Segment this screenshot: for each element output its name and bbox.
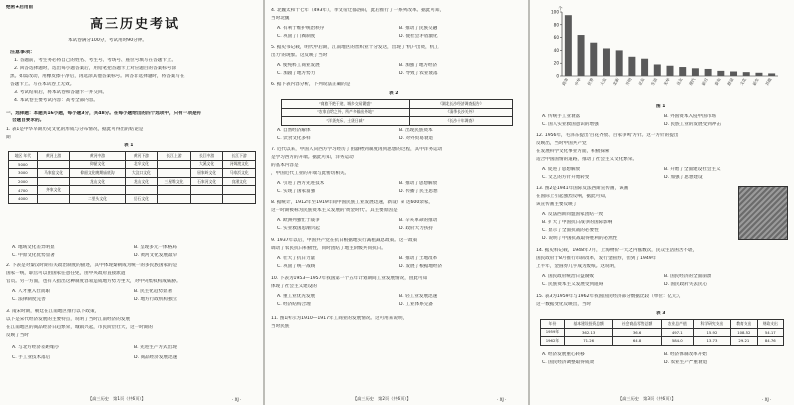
table-cell: 黄河上游 bbox=[37, 152, 70, 161]
q8-option-a[interactable]: A. 欧洲列强忙于战争 bbox=[277, 218, 320, 223]
q2-option-a[interactable]: A. 人才重入仕而职 bbox=[12, 289, 51, 294]
table-cell: 长江下游 bbox=[223, 152, 256, 161]
bar bbox=[565, 15, 572, 76]
table-cell: 大汶口文化 bbox=[125, 169, 158, 178]
table-cell: 108.52 bbox=[731, 328, 757, 337]
table-cell bbox=[37, 194, 70, 203]
notes-heading: 注意事项： bbox=[10, 50, 36, 55]
q14-text: 上半年，金圆券几乎成为废纸。这说明， bbox=[536, 264, 619, 269]
q11-option-b[interactable]: B. 外国资本入侵中国市场 bbox=[664, 114, 717, 119]
table-cell: 4700 bbox=[9, 186, 38, 195]
q4-text: 当时北魏 bbox=[271, 16, 290, 21]
table-cell: “洋货充斥，土货日减” bbox=[282, 117, 410, 126]
table-row bbox=[282, 108, 513, 117]
table-cell: “商旅不绝于途，城乡交易繁盛” bbox=[282, 100, 410, 109]
q15-text: 15. 表3为1959年与1962年我国国民经济部分数据比较（单位：亿元）， bbox=[536, 294, 684, 299]
table-cell: 71.26 bbox=[564, 337, 612, 346]
q12-text: 12. 1956年，毛泽东提出'百花齐放、百家争鸣'方针。这一方针的提出 bbox=[536, 133, 679, 138]
q5-text: 5. 据史书记载，明代中后期，江南地区的丝织业十分发达，出现了'机户出资，机工 bbox=[271, 45, 439, 50]
q6-option-d[interactable]: D. 对外贸易衰退 bbox=[399, 136, 434, 141]
q1-option-a[interactable]: A. 地域文化差异明显 bbox=[12, 245, 55, 250]
q10-text: 10. 下表为1953—1957年我国第一个五年计划期间工业发展情况，由此可知 bbox=[271, 276, 428, 281]
q2-text: 国家一统，职官可以由国家任意任免，由中央政府直接派遣 bbox=[6, 271, 126, 276]
table-row bbox=[541, 320, 784, 329]
q1-option-b[interactable]: B. 呈现多元一体格局 bbox=[134, 245, 177, 250]
table-cell: 地区 年代 bbox=[9, 152, 38, 161]
q7-text: 的基本内容是 bbox=[271, 163, 299, 168]
q2-text: 2. 下表是对秦汉时期有关政治制度的描述，其中体现秦朝成为统一的多民族国家的是 bbox=[6, 263, 178, 268]
bar bbox=[641, 59, 648, 76]
exam-page-3 bbox=[530, 0, 794, 405]
table-cell: 屈家岭文化 bbox=[190, 169, 223, 178]
q11-option-c[interactable]: C. 国人实业救国意识的增强 bbox=[542, 122, 599, 127]
q9-option-a[interactable]: A. 壮大了抗日力量 bbox=[277, 256, 316, 261]
table-cell: 齐家文化 bbox=[37, 186, 70, 195]
table-cell bbox=[37, 160, 70, 169]
x-tick-label: 开明 bbox=[624, 77, 633, 87]
table-cell: 马家浜文化 bbox=[223, 169, 256, 178]
figure1-caption: 图 1 bbox=[656, 104, 666, 109]
table-cell: 黄河中游 bbox=[70, 152, 125, 161]
q13-text: 在国际上引起强烈反响，据此可知， bbox=[536, 194, 610, 199]
q9-option-c[interactable]: C. 巩固了统一战线 bbox=[277, 264, 316, 269]
x-tick-label: 新月 bbox=[700, 77, 709, 87]
table-cell: 石家河文化 bbox=[190, 177, 223, 186]
q1-option-d[interactable]: D. 黄河文化发展最早 bbox=[134, 253, 178, 258]
q8-option-d[interactable]: D. 政府大力扶持 bbox=[399, 226, 434, 231]
table-cell: 54.17 bbox=[757, 328, 783, 337]
q12-option-b[interactable]: B. 开始了全面建设社会主义 bbox=[664, 167, 721, 172]
page-footer: 【高三历史 第2页（共6页）】 bbox=[353, 396, 411, 401]
q1-option-c[interactable]: C. 中原文化优势显著 bbox=[12, 253, 55, 258]
q7-text: 是学习西方的开端。据此可知，洋务运动 bbox=[271, 155, 354, 160]
x-tick-label: 良友 bbox=[675, 77, 684, 87]
table-cell: 长江上游 bbox=[158, 152, 191, 161]
table-row bbox=[9, 160, 256, 169]
table-cell: 长江中游 bbox=[190, 152, 223, 161]
table-cell bbox=[190, 186, 223, 195]
bar bbox=[768, 73, 775, 76]
y-tick-label: 100 bbox=[551, 9, 559, 15]
q13-option-d[interactable]: D. 说明了中国抗战取得胜利的必然性 bbox=[542, 236, 618, 241]
q3-text: 3. 南宋时期，朝廷在江南地区推行以下政策， bbox=[6, 309, 100, 314]
bar bbox=[730, 72, 737, 76]
q4-text: 4. 北魏太和十七年（493年），孝文帝迁都洛阳，此后推行了一系列改革。据此可知， bbox=[271, 8, 445, 13]
table-1 bbox=[8, 151, 256, 204]
q11-text: 11. 图1所示为1910—1917年工商业的发展情况。这可用来说明， bbox=[271, 316, 408, 321]
y-tick-label: 80 bbox=[553, 22, 559, 28]
q12-option-a[interactable]: A. 促进了思想解放 bbox=[542, 167, 581, 172]
y-axis-label: 个 bbox=[558, 7, 563, 12]
section-heading-cont: 合题目要求的。 bbox=[12, 118, 45, 123]
q13-option-c[interactable]: C. 显示了全面抗战的必要性 bbox=[542, 228, 599, 233]
table-cell: 财政支出 bbox=[757, 320, 783, 329]
q8-text: 8. 据统计，1912年至1919年间中国民族工业发展迅速，新设厂矿达600余家， bbox=[271, 200, 434, 205]
table-cell: 二里头文化 bbox=[70, 194, 125, 203]
x-tick-label: 光华 bbox=[662, 77, 671, 87]
table-cell: 农业总产值 bbox=[661, 320, 693, 329]
q10-option-b[interactable]: B. 轻工业发展迅速 bbox=[399, 294, 438, 299]
q11-option-a[interactable]: A. 传统手工业衰落 bbox=[542, 114, 581, 119]
x-tick-label: 泰东 bbox=[713, 77, 722, 87]
y-tick-label: 40 bbox=[553, 47, 559, 53]
q7-option-b[interactable]: B. 推动了思想解放 bbox=[399, 181, 438, 186]
q1-text: 1. 表1是中华早期历史文化的形成与分布情况，据此可得出的结论是 bbox=[6, 127, 144, 132]
q14-option-d[interactable]: D. 国民政府失去民心 bbox=[664, 282, 708, 287]
q2-option-b[interactable]: B. 民主化趋势显著 bbox=[134, 289, 173, 294]
table-cell: 马家窑文化 bbox=[37, 169, 70, 178]
note-line: 3. 考试结束后，将本试卷和答题卡一并交回。 bbox=[14, 90, 108, 95]
table-cell: 2000 bbox=[9, 177, 38, 186]
table-cell: 良渚文化 bbox=[223, 177, 256, 186]
table-cell: 河姆渡文化 bbox=[223, 160, 256, 169]
bar bbox=[654, 64, 661, 76]
table-cell: 13.73 bbox=[693, 337, 730, 346]
q7-option-c[interactable]: C. 实现了国家富强 bbox=[277, 189, 316, 194]
propaganda-poster-image bbox=[738, 186, 788, 240]
x-tick-label: 北新 bbox=[611, 77, 621, 87]
q8-text: 这一时期被称为民族资本主义发展的'黄金时代'。其主要原因是 bbox=[271, 208, 398, 213]
x-tick-label: 亚东 bbox=[637, 77, 646, 87]
exam-page-2 bbox=[265, 0, 528, 405]
q15-text: 这一数据变化反映出，当时 bbox=[536, 302, 592, 307]
y-tick-label: 20 bbox=[553, 60, 559, 66]
q4-option-d[interactable]: D. 使社会矛盾激化 bbox=[399, 34, 438, 39]
bar bbox=[603, 48, 610, 76]
exam-page-1 bbox=[0, 0, 263, 405]
x-tick-label: 商务 bbox=[560, 77, 570, 87]
x-tick-label: 其他 bbox=[764, 77, 773, 87]
table-cell bbox=[37, 177, 70, 186]
bar bbox=[590, 43, 597, 76]
q3-option-d[interactable]: D. 商品经济发展迅速 bbox=[134, 355, 178, 360]
q3-text: 以下是宋代经济发展的主要特点，说明了当时江南经济的发展 bbox=[6, 317, 131, 322]
q13-option-a[interactable]: A. 反法西斯同盟国家团结一致 bbox=[542, 212, 604, 217]
table-cell: 3000 bbox=[9, 169, 38, 178]
table-cell: 1962年 bbox=[541, 337, 565, 346]
q4-option-a[interactable]: A. 有利于维护统治秩序 bbox=[277, 26, 325, 31]
bar bbox=[692, 68, 699, 76]
bar bbox=[616, 50, 623, 76]
table-cell: 岳石文化 bbox=[125, 194, 158, 203]
q6-text: 6. 据下表内容分析，下列说法正确的是 bbox=[271, 82, 351, 87]
q11-text: 当时民族 bbox=[271, 324, 290, 329]
q9-option-d[interactable]: D. 发展了根据地经济 bbox=[399, 264, 443, 269]
q3-text: 反映了当时 bbox=[6, 333, 29, 338]
q7-text: ，中国近代工业的开端与此密切相关。 bbox=[271, 171, 350, 176]
q6-option-b[interactable]: B. 出现民族资本 bbox=[399, 128, 433, 133]
q10-option-c[interactable]: C. 经济结构合理 bbox=[277, 302, 311, 307]
q5-option-b[interactable]: B. 加强了地方经济 bbox=[399, 63, 438, 68]
page-footer: 【高三历史 第3页（共6页）】 bbox=[618, 396, 676, 401]
bar bbox=[717, 71, 724, 76]
q9-text: 9. 1937年以后，中国共产党在抗日根据地实行减租减息政策。这一政策 bbox=[271, 238, 418, 243]
q15-option-a[interactable]: A. 经济发展重心转移 bbox=[542, 352, 585, 357]
table-cell: 《长沙十年调查》 bbox=[409, 117, 512, 126]
table-cell: 362.13 bbox=[564, 328, 612, 337]
table-cell: 社会商品零售总额 bbox=[613, 320, 661, 329]
x-tick-label: 中华 bbox=[573, 77, 582, 87]
q10-text: 体现了社会主义建设的 bbox=[271, 284, 317, 289]
table-row bbox=[541, 328, 784, 337]
table-cell: 36.6 bbox=[613, 328, 661, 337]
q13-option-b[interactable]: B. 扩大了中国抗日战争的国际影响 bbox=[542, 220, 613, 225]
bar bbox=[705, 69, 712, 76]
q5-option-d[interactable]: D. 导致了农业衰落 bbox=[399, 71, 438, 76]
table-cell: 15.92 bbox=[693, 328, 730, 337]
q6-option-a[interactable]: A. 自然经济解体 bbox=[277, 128, 311, 133]
table1-caption: 表 1 bbox=[124, 143, 134, 148]
table-row bbox=[541, 337, 784, 346]
q15-option-d[interactable]: D. 农业生产严重衰退 bbox=[664, 360, 708, 365]
table-cell: 64.8 bbox=[613, 337, 661, 346]
table-cell: 29.21 bbox=[731, 337, 757, 346]
bar bbox=[679, 67, 686, 76]
note-line: 1. 答题前，考生务必将自己的姓名、考生号、考场号、座位号填写在答题卡上。 bbox=[14, 58, 177, 63]
q1-text: 期 bbox=[6, 135, 11, 140]
table-cell: 584.0 bbox=[661, 337, 693, 346]
q13-text: 13. 图2是1941年国际反法西斯宣传画，该画 bbox=[536, 186, 629, 191]
bar-chart bbox=[542, 4, 782, 104]
table-row bbox=[9, 177, 256, 186]
note-line: 答题卡上。写在本试卷上无效。 bbox=[10, 82, 75, 87]
bar bbox=[667, 66, 674, 76]
x-tick-label: 世界 bbox=[586, 77, 595, 87]
q3-option-b[interactable]: B. 先进生产方式出现 bbox=[134, 345, 177, 350]
table-cell: “农家自给之外，所产多输出外地” bbox=[282, 108, 410, 117]
q3-text: 在江南地区的商品经济日趋繁荣，城镇兴起，市民阶层壮大，这一时期的 bbox=[6, 325, 154, 330]
table-cell bbox=[125, 186, 158, 195]
table-cell: 年份 bbox=[541, 320, 565, 329]
q14-option-a[interactable]: A. 国民政府统治日益腐败 bbox=[542, 274, 594, 279]
table-cell: 仰韶文化晚期庙底沟 bbox=[70, 169, 125, 178]
q12-option-d[interactable]: D. 加强了思想建设 bbox=[664, 175, 703, 180]
secret-header: 绝密★启用前 bbox=[6, 5, 34, 10]
page-footer-code: · XJ · bbox=[762, 397, 772, 402]
page-footer-code: · XJ · bbox=[497, 397, 507, 402]
table-row bbox=[9, 169, 256, 178]
q14-text: 国民政府于8月推行币制改革，发行金圆券，但到了1949年 bbox=[536, 256, 657, 261]
table-cell: 1959年 bbox=[541, 328, 565, 337]
section-heading: 一、选择题：本题共16小题，每小题3分，共48分。在每小题给出的四个选项中，只有一项是符 bbox=[6, 111, 202, 116]
x-tick-label: 大东 bbox=[599, 77, 608, 87]
q3-option-c[interactable]: C. 手工业技术落后 bbox=[12, 355, 51, 360]
page-footer: 【高三历史 第1页（共6页）】 bbox=[88, 396, 146, 401]
q9-option-b[interactable]: B. 推动了土地改革 bbox=[399, 256, 438, 261]
table-2 bbox=[281, 99, 513, 126]
note-line: 黑。如需改动，用橡皮擦干净后，再选涂其他答案标号。回答非选择题时，将答案写在 bbox=[10, 74, 185, 79]
q12-option-c[interactable]: C. 文艺的方针开始转变 bbox=[542, 175, 590, 180]
table-row bbox=[282, 100, 513, 109]
table-cell: 科学研究支出 bbox=[693, 320, 730, 329]
table-cell bbox=[158, 160, 191, 169]
q9-text: 调动了农民抗日积极性，同时团结了地主阶级共同抗日。 bbox=[271, 246, 386, 251]
q5-option-a[interactable]: A. 使纯粹工商业发展 bbox=[277, 63, 320, 68]
y-tick-label: 60 bbox=[553, 35, 559, 41]
q14-text: 14. 据史料记载，1948年7月，上海物价一天之内涨数次，民众生活困苦不堪， bbox=[536, 248, 698, 253]
table-cell: 4000 bbox=[9, 194, 38, 203]
x-tick-label: 生活 bbox=[649, 77, 659, 87]
table-cell: 仰韶文化 bbox=[70, 160, 125, 169]
table3-caption: 表 3 bbox=[656, 311, 666, 316]
q14-option-c[interactable]: C. 民族资本主义发展受到阻碍 bbox=[542, 282, 604, 287]
table-cell bbox=[190, 194, 223, 203]
x-tick-label: 群益 bbox=[726, 77, 735, 87]
page-title: 高三历史考试 bbox=[90, 17, 181, 32]
table-cell: 教育支出 bbox=[731, 320, 757, 329]
table-cell bbox=[158, 169, 191, 178]
table-cell: 《清季长沙关外》 bbox=[409, 108, 512, 117]
note-line: 2. 回答选择题时，选出每小题答案后，用铅笔把答题卡上对应题目的答案标号涂 bbox=[14, 66, 177, 71]
table-cell: 84.76 bbox=[757, 337, 783, 346]
q10-option-a[interactable]: A. 重工业优先发展 bbox=[277, 294, 316, 299]
x-tick-label: 文化 bbox=[738, 77, 748, 87]
table-row bbox=[282, 117, 513, 126]
table-cell bbox=[70, 186, 125, 195]
table-cell bbox=[223, 194, 256, 203]
q3-option-a[interactable]: A. 与北方经济差距缩小 bbox=[12, 345, 60, 350]
q4-option-b[interactable]: B. 推动了民族交融 bbox=[399, 26, 438, 31]
q5-text: 出力'的现象。这反映了当时 bbox=[271, 53, 328, 58]
table-cell: 龙山文化 bbox=[125, 177, 158, 186]
table-cell: 龙山文化 bbox=[70, 177, 125, 186]
q6-option-c[interactable]: C. 饮食文化多样 bbox=[277, 136, 311, 141]
q10-option-d[interactable]: D. 工业体系完备 bbox=[399, 302, 434, 307]
table-cell: 《湖北长沙经济调查报告》 bbox=[409, 100, 512, 109]
table-cell bbox=[158, 194, 191, 203]
table-cell bbox=[223, 186, 256, 195]
table-row bbox=[9, 152, 256, 161]
q2-text: 官员。另一方面，也有人指出这种制度容易造成地方势力坐大，对中央集权构成威胁。 bbox=[6, 279, 181, 284]
q12-text: 适合中国国情的道路，推动了社会主义文化繁荣。 bbox=[536, 157, 638, 162]
q15-option-c[interactable]: C. 国民经济调整取得成效 bbox=[542, 360, 595, 365]
x-tick-label: 现代 bbox=[687, 77, 697, 87]
table-cell: 497.1 bbox=[661, 328, 693, 337]
y-tick-label: 0 bbox=[556, 73, 559, 79]
x-tick-label: 新生 bbox=[751, 77, 760, 87]
bar bbox=[743, 72, 750, 76]
q13-text: 该宣传画主要反映了 bbox=[536, 202, 578, 207]
exam-info: 本试卷满分100分，考试用时90分钟。 bbox=[68, 38, 147, 43]
note-line: 4. 本试卷主要考试内容：高考全部内容。 bbox=[14, 98, 98, 103]
q8-option-b[interactable]: B. 辛亥革命的推动 bbox=[399, 218, 438, 223]
table-cell: 大溪文化 bbox=[190, 160, 223, 169]
page-footer-code: · XJ · bbox=[232, 397, 242, 402]
bar bbox=[755, 73, 762, 76]
table-cell: 北辛文化 bbox=[125, 160, 158, 169]
q8-option-c[interactable]: C. 实业救国思潮兴起 bbox=[277, 226, 320, 231]
table-cell: 5000 bbox=[9, 160, 38, 169]
q2-option-d[interactable]: D. 地方行政机构独立 bbox=[134, 297, 178, 302]
q7-option-a[interactable]: A. 引进了西方先进技术 bbox=[277, 181, 325, 186]
bar bbox=[578, 35, 585, 76]
table2-caption: 表 2 bbox=[389, 91, 399, 96]
q15-option-b[interactable]: B. 经济体制改革开始 bbox=[664, 352, 707, 357]
q7-option-d[interactable]: D. 传播了民主思想 bbox=[399, 189, 438, 194]
q11-option-d[interactable]: D. 民族工业的发展受到冲击 bbox=[664, 122, 721, 127]
table-cell: 三星堆文化 bbox=[158, 177, 191, 186]
q4-option-c[interactable]: C. 巩固了门阀制度 bbox=[277, 34, 316, 39]
q7-text: 7. 近代以来，中国人向西方学习经历了由器物到制度再到思想的过程，其中洋务运动 bbox=[271, 147, 443, 152]
q12-text: 在发展科学文化事业方面，积极探索 bbox=[536, 149, 610, 154]
table-row bbox=[9, 194, 256, 203]
q14-option-b[interactable]: B. 国民经济的全面崩溃 bbox=[664, 274, 712, 279]
table-cell bbox=[158, 186, 191, 195]
bar bbox=[628, 57, 635, 76]
table-3 bbox=[540, 319, 784, 346]
table-cell: 基本建设投资总额 bbox=[564, 320, 612, 329]
q12-text: 反映出，当时中国共产党 bbox=[536, 141, 587, 146]
table-cell: 黄河下游 bbox=[125, 152, 158, 161]
table-row bbox=[9, 186, 256, 195]
q5-option-c[interactable]: C. 加剧了地方势力 bbox=[277, 71, 316, 76]
q2-option-c[interactable]: C. 法律制度完善 bbox=[12, 297, 46, 302]
